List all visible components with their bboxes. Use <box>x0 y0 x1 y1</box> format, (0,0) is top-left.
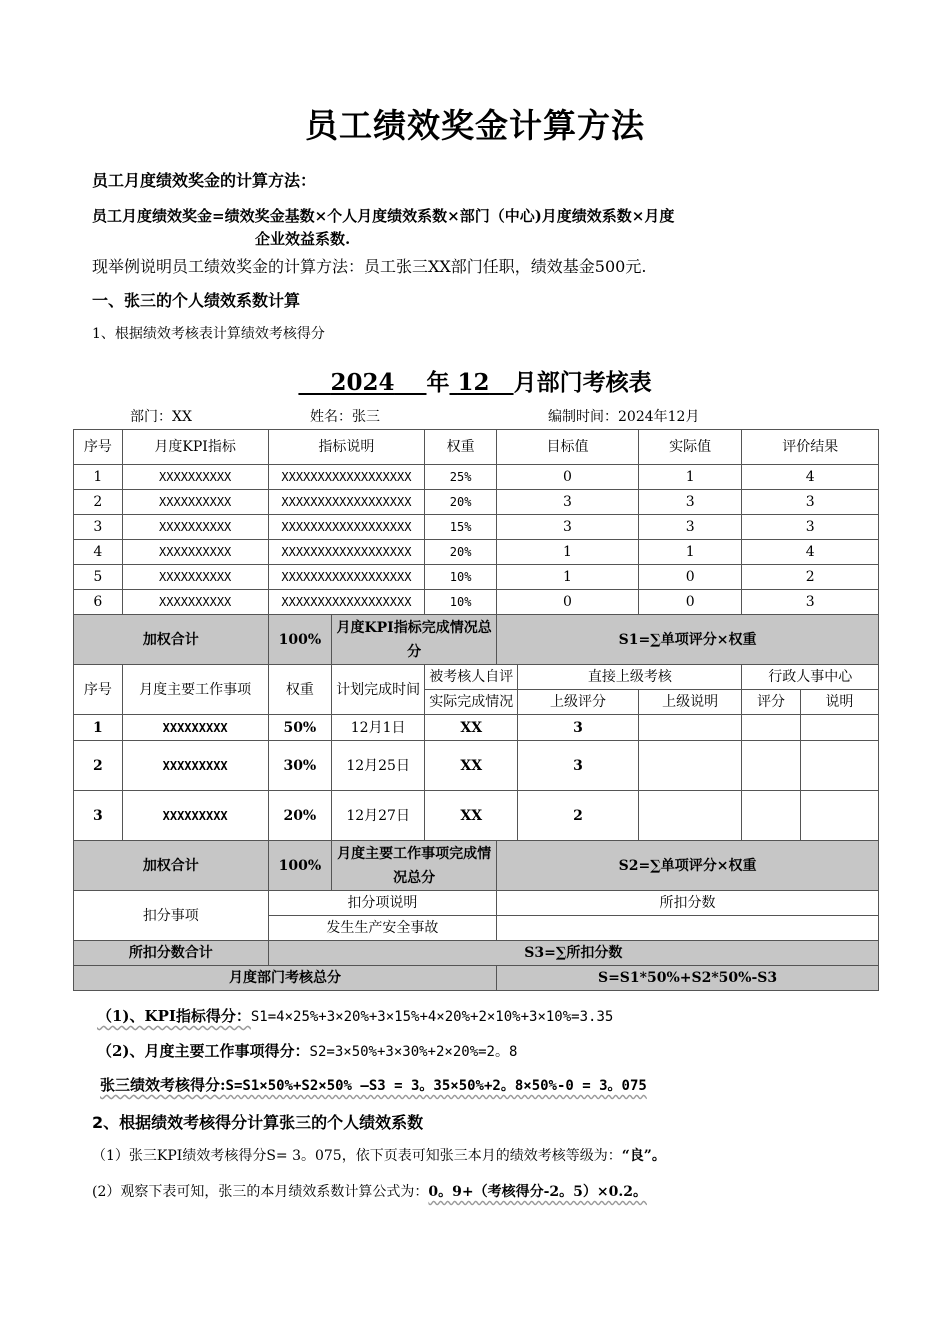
kpi-score-line <box>97 1005 613 1026</box>
subtitle: 员工月度绩效奖金的计算方法： <box>92 171 317 190</box>
work-cell: 20% <box>268 791 331 841</box>
work-cell-empty <box>638 741 742 791</box>
work-header-sup-score: 上级评分 <box>518 690 639 715</box>
kpi-header: 权重 <box>425 430 497 465</box>
work-cell: 12月27日 <box>332 791 425 841</box>
kpi-cell: XXXXXXXXXX <box>122 490 268 515</box>
work-cell-empty <box>800 741 878 791</box>
kpi-cell: 3 <box>74 515 123 540</box>
work-row <box>74 741 879 791</box>
kpi-cell: XXXXXXXXXXXXXXXXXX <box>268 490 425 515</box>
work-score-value: S2=3×50%+3×30%+2×20%=2。8 <box>309 1044 518 1060</box>
kpi-row <box>74 540 879 565</box>
kpi-cell: 4 <box>742 540 879 565</box>
work-total-label: 加权合计 <box>74 841 269 891</box>
work-header-self: 被考核人自评 <box>425 665 518 690</box>
section-2-heading: 2、根据绩效考核得分计算张三的个人绩效系数 <box>92 1113 424 1132</box>
grand-total-label: 月度部门考核总分 <box>74 966 497 991</box>
kpi-cell: 1 <box>497 565 639 590</box>
work-cell: 2 <box>74 741 123 791</box>
work-score-label: （2)、月度主要工作事项得分： <box>97 1042 310 1060</box>
work-cell: XXXXXXXXX <box>122 741 268 791</box>
work-header-hr-score: 评分 <box>742 690 800 715</box>
work-total-desc: 月度主要工作事项完成情况总分 <box>332 841 497 891</box>
kpi-total-row <box>74 615 879 665</box>
kpi-cell: XXXXXXXXXXXXXXXXXX <box>268 465 425 490</box>
bonus-formula-line1: 员工月度绩效奖金=绩效奖金基数×个人月度绩效系数×部门（中心)月度绩效系数×月度 <box>92 207 675 225</box>
kpi-header: 实际值 <box>638 430 742 465</box>
kpi-row <box>74 565 879 590</box>
table-title-month-suffix: 月部门考核表 <box>513 369 652 396</box>
meta-dept: 部门：XX <box>130 409 192 425</box>
kpi-header: 序号 <box>74 430 123 465</box>
work-cell: 12月25日 <box>332 741 425 791</box>
kpi-cell: 5 <box>74 565 123 590</box>
work-cell: 3 <box>518 715 639 741</box>
deduct-label: 扣分事项 <box>74 891 269 941</box>
kpi-cell: 0 <box>638 590 742 615</box>
work-cell-empty <box>742 715 800 741</box>
work-row <box>74 791 879 841</box>
work-cell: XXXXXXXXX <box>122 715 268 741</box>
kpi-row <box>74 465 879 490</box>
kpi-cell: 3 <box>742 490 879 515</box>
kpi-cell: XXXXXXXXXX <box>122 590 268 615</box>
note-1 <box>92 1145 666 1165</box>
kpi-total-label: 加权合计 <box>74 615 269 665</box>
work-cell: 12月1日 <box>332 715 425 741</box>
kpi-cell: 2 <box>74 490 123 515</box>
kpi-header: 指标说明 <box>268 430 425 465</box>
page-title: 员工绩效奖金计算方法 <box>305 106 645 145</box>
work-cell: 50% <box>268 715 331 741</box>
kpi-header-row <box>74 430 879 465</box>
kpi-header: 目标值 <box>497 430 639 465</box>
work-header-hr-note: 说明 <box>800 690 878 715</box>
kpi-cell: XXXXXXXXXXXXXXXXXX <box>268 540 425 565</box>
work-cell: 1 <box>74 715 123 741</box>
kpi-header: 月度KPI指标 <box>122 430 268 465</box>
work-score-line <box>97 1040 517 1061</box>
kpi-row <box>74 490 879 515</box>
kpi-cell: XXXXXXXXXX <box>122 515 268 540</box>
final-score-label: 张三绩效考核得分: <box>100 1076 226 1094</box>
kpi-total-weight: 100% <box>268 615 331 665</box>
grand-total-formula: S=S1*50%+S2*50%-S3 <box>497 966 879 991</box>
work-header-weight: 权重 <box>268 665 331 715</box>
note-1-grade: “良”。 <box>621 1148 666 1164</box>
kpi-total-desc: 月度KPI指标完成情况总分 <box>332 615 497 665</box>
work-cell: XXXXXXXXX <box>122 791 268 841</box>
work-cell-empty <box>742 741 800 791</box>
kpi-cell: 3 <box>638 490 742 515</box>
note-2 <box>92 1181 647 1201</box>
example-text: 现举例说明员工绩效奖金的计算方法：员工张三XX部门任职，绩效基金500元. <box>92 257 647 276</box>
deduct-item: 发生生产安全事故 <box>268 916 496 941</box>
kpi-cell: 20% <box>425 490 497 515</box>
work-header-superior: 直接上级考核 <box>518 665 742 690</box>
work-header-sup-note: 上级说明 <box>638 690 742 715</box>
work-cell: 30% <box>268 741 331 791</box>
work-header-hr: 行政人事中心 <box>742 665 879 690</box>
work-row <box>74 715 879 741</box>
kpi-score-label: （1)、KPI指标得分： <box>97 1007 251 1025</box>
table-title-month: 12 <box>457 369 490 396</box>
work-cell: 3 <box>74 791 123 841</box>
note-1-text: （1）张三KPI绩效考核得分S= 3。075，依下页表可知张三本月的绩效考核等级为： <box>92 1148 622 1164</box>
table-title-year: 2024 <box>330 369 395 396</box>
kpi-cell: 10% <box>425 565 497 590</box>
kpi-total-formula: S1=∑单项评分×权重 <box>497 615 879 665</box>
work-cell: XX <box>425 741 518 791</box>
note-2-text: (2）观察下表可知，张三的本月绩效系数计算公式为： <box>92 1184 429 1200</box>
kpi-cell: 3 <box>497 490 639 515</box>
work-cell: XX <box>425 791 518 841</box>
kpi-cell: 3 <box>638 515 742 540</box>
final-score-value: S=S1×50%+S2×50% —S3 = 3。35×50%+2。8×50%-0 = 3。075 <box>225 1078 647 1094</box>
kpi-cell: XXXXXXXXXX <box>122 465 268 490</box>
deduct-total-formula: S3=∑所扣分数 <box>268 941 878 966</box>
grand-total-row <box>74 966 879 991</box>
deduct-row <box>74 891 879 916</box>
kpi-cell: 2 <box>742 565 879 590</box>
kpi-cell: 15% <box>425 515 497 540</box>
kpi-cell: XXXXXXXXXX <box>122 540 268 565</box>
meta-date: 编制时间：2024年12月 <box>548 409 700 425</box>
work-header-row <box>74 665 879 690</box>
deduct-col1: 扣分项说明 <box>268 891 496 916</box>
deduct-col2: 所扣分数 <box>497 891 879 916</box>
assessment-table <box>73 429 879 991</box>
work-cell: XX <box>425 715 518 741</box>
work-header-item: 月度主要工作事项 <box>122 665 268 715</box>
section-1-heading: 一、张三的个人绩效系数计算 <box>92 291 301 310</box>
meta-name: 姓名：张三 <box>310 409 380 425</box>
kpi-score-value: S1=4×25%+3×20%+3×15%+4×20%+2×10%+3×10%=3.35 <box>250 1009 614 1025</box>
deduct-item-score <box>497 916 879 941</box>
kpi-cell: 3 <box>742 590 879 615</box>
kpi-cell: 1 <box>497 540 639 565</box>
table-title-year-suffix: 年 <box>426 369 450 396</box>
work-cell-empty <box>638 791 742 841</box>
kpi-cell: 25% <box>425 465 497 490</box>
work-cell-empty <box>638 715 742 741</box>
step-1-text: 1、根据绩效考核表计算绩效考核得分 <box>92 326 325 342</box>
work-cell-empty <box>800 715 878 741</box>
kpi-cell: 10% <box>425 590 497 615</box>
kpi-cell: XXXXXXXXXXXXXXXXXX <box>268 590 425 615</box>
kpi-row <box>74 590 879 615</box>
deduct-total-row <box>74 941 879 966</box>
table-title <box>0 364 950 397</box>
final-score-line <box>100 1074 647 1095</box>
note-2-formula: 0。9+（考核得分-2。5）×0.2。 <box>428 1184 647 1200</box>
kpi-cell: 6 <box>74 590 123 615</box>
kpi-cell: 4 <box>74 540 123 565</box>
kpi-cell: XXXXXXXXXXXXXXXXXX <box>268 565 425 590</box>
work-total-formula: S2=∑单项评分×权重 <box>497 841 879 891</box>
kpi-cell: 1 <box>74 465 123 490</box>
kpi-cell: 0 <box>497 465 639 490</box>
deduct-total-label: 所扣分数合计 <box>74 941 269 966</box>
kpi-cell: 1 <box>638 465 742 490</box>
work-cell-empty <box>742 791 800 841</box>
work-header-plan: 计划完成时间 <box>332 665 425 715</box>
kpi-cell: 1 <box>638 540 742 565</box>
kpi-cell: 3 <box>742 515 879 540</box>
kpi-header: 评价结果 <box>742 430 879 465</box>
kpi-cell: 0 <box>497 590 639 615</box>
bonus-formula-line2: 企业效益系数. <box>255 230 351 248</box>
work-header-self-sub: 实际完成情况 <box>425 690 518 715</box>
kpi-cell: 3 <box>497 515 639 540</box>
work-total-weight: 100% <box>268 841 331 891</box>
kpi-cell: 0 <box>638 565 742 590</box>
kpi-cell: 4 <box>742 465 879 490</box>
work-cell: 3 <box>518 741 639 791</box>
work-total-row <box>74 841 879 891</box>
kpi-cell: XXXXXXXXXX <box>122 565 268 590</box>
kpi-row <box>74 515 879 540</box>
work-cell-empty <box>800 791 878 841</box>
work-cell: 2 <box>518 791 639 841</box>
kpi-cell: XXXXXXXXXXXXXXXXXX <box>268 515 425 540</box>
kpi-cell: 20% <box>425 540 497 565</box>
work-header-no: 序号 <box>74 665 123 715</box>
